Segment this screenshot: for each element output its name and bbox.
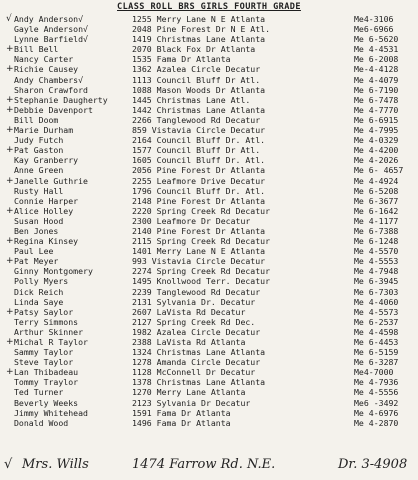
roster-row <box>0 307 418 317</box>
student-name: Regina Kinsey <box>14 236 79 247</box>
student-phone: Me 6-2008 <box>354 54 399 65</box>
roster-row <box>0 44 418 54</box>
student-address: 1278 Amanda Circle Decatur <box>132 357 261 368</box>
student-address: 859 Vistavia Circle Decatur <box>132 125 266 136</box>
student-name: Kay Granberry <box>14 155 79 166</box>
student-address: 1982 Azalea Circle Decatur <box>132 326 261 337</box>
student-name: Debbie Davenport <box>14 104 93 115</box>
student-phone: Me 6-3677 <box>354 195 399 206</box>
roster-row <box>0 357 418 367</box>
student-address: 2140 Pine Forest Dr Atlanta <box>132 225 266 236</box>
student-name: Polly Myers <box>14 276 69 287</box>
student-address: 2266 Tanglewood Rd Decatur <box>132 114 261 125</box>
roster-row <box>0 34 418 44</box>
student-phone: Me 4-7770 <box>354 104 399 115</box>
student-address: 1088 Mason Woods Dr Atlanta <box>132 84 266 95</box>
row-mark: + <box>6 145 14 156</box>
student-phone: Me 4-4200 <box>354 145 399 156</box>
student-name: Lan Thibadeau <box>14 367 79 378</box>
roster-row <box>0 95 418 105</box>
student-address: 1535 Fama Dr Atlanta <box>132 54 231 65</box>
roster-row <box>0 196 418 206</box>
student-address: 2131 Sylvania Dr. Decatur <box>132 296 256 307</box>
student-name: Pat Meyer <box>14 256 59 267</box>
roster-row <box>0 337 418 347</box>
roster-row <box>0 236 418 246</box>
student-name: Paul Lee <box>14 246 54 257</box>
student-phone: Me 4-5556 <box>354 387 399 398</box>
student-address: 2123 Sylvania Dr Decatur <box>132 397 251 408</box>
roster-row <box>0 155 418 165</box>
student-phone: Me 6-2537 <box>354 316 399 327</box>
student-name: Alice Holley <box>14 205 74 216</box>
row-mark: √ <box>6 14 12 24</box>
student-address: 1113 Council Bluff Dr Atl. <box>132 74 261 85</box>
student-phone: Me 6-7303 <box>354 286 399 297</box>
student-name: Anne Green <box>14 165 64 176</box>
roster-row <box>0 145 418 155</box>
roster-row <box>0 266 418 276</box>
student-phone: Me 6-3945 <box>354 276 399 287</box>
student-name: Beverly Weeks <box>14 397 79 408</box>
student-name: Pat Gaston <box>14 145 64 156</box>
roster-row <box>0 75 418 85</box>
roster-row <box>0 24 418 34</box>
student-phone: Me 6-1642 <box>354 205 399 216</box>
student-address: 2070 Black Fox Dr Atlanta <box>132 44 256 55</box>
student-name: Marie Durham <box>14 125 74 136</box>
student-phone: Me 6-7478 <box>354 94 399 105</box>
student-name: Dick Reich <box>14 286 64 297</box>
student-name: Linda Saye <box>14 296 64 307</box>
roster-row <box>0 54 418 64</box>
student-phone: Me 4-7948 <box>354 266 399 277</box>
student-name: Connie Harper <box>14 195 79 206</box>
student-phone: Me 4-5573 <box>354 306 399 317</box>
student-name: Judy Futch <box>14 135 64 146</box>
student-address: 1591 Fama Dr Atlanta <box>132 407 231 418</box>
student-address: 1495 Knollwood Terr. Decatur <box>132 276 271 287</box>
teacher-footer <box>0 455 418 480</box>
student-address: 1362 Azalea Circle Decatur <box>132 64 261 75</box>
student-name: Michal R Taylor <box>14 337 88 347</box>
student-name: Andy Anderson√ <box>14 14 84 24</box>
student-address: 1255 Merry Lane N E Atlanta <box>132 14 266 24</box>
student-address: 2239 Tanglewood Rd Decatur <box>132 286 261 297</box>
roster-row <box>0 115 418 125</box>
roster-list <box>0 14 418 428</box>
student-address: 2164 Council Bluff Dr. Atl. <box>132 135 266 146</box>
row-mark: + <box>6 104 14 115</box>
teacher-name: Mrs. Wills <box>22 457 89 472</box>
student-phone: Me 4-4079 <box>354 74 399 85</box>
student-name: Tommy Traylor <box>14 377 79 388</box>
student-phone: Me6-6966 <box>354 24 394 35</box>
student-address: 1496 Fama Dr Atlanta <box>132 417 231 428</box>
roster-row <box>0 377 418 387</box>
roster-row <box>0 64 418 74</box>
row-mark: + <box>6 64 14 75</box>
roster-row <box>0 317 418 327</box>
student-name: Jimmy Whitehead <box>14 407 88 418</box>
roster-row <box>0 347 418 357</box>
student-name: Janelle Guthrie <box>14 175 88 186</box>
student-name: Ben Jones <box>14 225 59 236</box>
student-phone: Me 6-7388 <box>354 225 399 236</box>
student-name: Ted Turner <box>14 387 64 398</box>
student-address: 1796 Council Bluff Dr. Atl. <box>132 185 266 196</box>
student-address: 2388 LaVista Rd Atlanta <box>132 337 246 347</box>
student-phone: Me6 -3492 <box>354 397 399 408</box>
student-phone: Me 6-5159 <box>354 347 399 358</box>
teacher-address: 1474 Farrow Rd. N.E. <box>132 457 276 472</box>
student-phone: Me 4-4531 <box>354 44 399 55</box>
student-phone: Me 4-4060 <box>354 296 399 307</box>
student-address: 1378 Christmas Lane Atlanta <box>132 377 266 388</box>
row-mark: + <box>6 337 14 347</box>
roster-row <box>0 135 418 145</box>
student-phone: Me 4-7995 <box>354 125 399 136</box>
student-phone: Me 6-7190 <box>354 84 399 95</box>
row-mark: + <box>6 94 14 105</box>
student-phone: Me 4-7936 <box>354 377 399 388</box>
student-name: Bill Doom <box>14 114 59 125</box>
document-title: CLASS ROLL BRS GIRLS FOURTH GRADE <box>117 2 301 12</box>
student-address: 2300 Leafmore Dr Decatur <box>132 215 251 226</box>
student-name: Gayle Anderson√ <box>14 24 88 35</box>
student-address: 2220 Spring Creek Rd Decatur <box>132 205 271 216</box>
student-address: 2148 Pine Forest Dr Atlanta <box>132 195 266 206</box>
student-phone: Me 4-4924 <box>354 175 399 186</box>
row-mark: + <box>6 367 14 378</box>
roster-row <box>0 105 418 115</box>
roster-row <box>0 327 418 337</box>
student-name: Bill Bell <box>14 44 59 55</box>
student-phone: Me 6-3287 <box>354 357 399 368</box>
student-name: Terry Simmons <box>14 316 79 327</box>
student-name: Lynne Barfield√ <box>14 34 88 45</box>
student-name: Rusty Hall <box>14 185 64 196</box>
student-address: 2127 Spring Creek Rd Dec. <box>132 316 256 327</box>
student-name: Sharon Crawford <box>14 84 88 95</box>
roster-row <box>0 408 418 418</box>
roster-row <box>0 287 418 297</box>
student-name: Stephanie Daugherty <box>14 94 108 105</box>
student-name: Donald Wood <box>14 417 69 428</box>
student-name: Arthur Skinner <box>14 326 84 337</box>
row-mark: + <box>6 236 14 247</box>
student-phone: Me 6-1248 <box>354 236 399 247</box>
row-mark: + <box>6 306 14 317</box>
student-phone: Me 4-2870 <box>354 417 399 428</box>
roster-row <box>0 165 418 175</box>
student-address: 1401 Merry Lane N E Atlanta <box>132 246 266 257</box>
student-name: Nancy Carter <box>14 54 74 65</box>
student-phone: Me 4-0329 <box>354 135 399 146</box>
student-phone: Me 6-5620 <box>354 34 399 45</box>
student-address: 993 Vistavia Circle Decatur <box>132 256 266 267</box>
student-name: Ginny Montgomery <box>14 266 93 277</box>
student-phone: Me 6-4453 <box>354 337 399 347</box>
student-name: Steve Taylor <box>14 357 74 368</box>
student-phone: Me 6-5208 <box>354 185 399 196</box>
student-phone: Me 4-1177 <box>354 215 399 226</box>
row-mark: + <box>6 125 14 136</box>
roster-row <box>0 125 418 135</box>
roster-row <box>0 297 418 307</box>
student-address: 1577 Council Bluff Dr Atl. <box>132 145 261 156</box>
student-name: Sammy Taylor <box>14 347 74 358</box>
student-phone: Me 4-5570 <box>354 246 399 257</box>
row-mark: + <box>6 256 14 267</box>
student-address: 2607 LaVista Rd Decatur <box>132 306 246 317</box>
teacher-phone: Dr. 3-4908 <box>338 457 408 472</box>
row-mark: + <box>6 44 14 55</box>
student-phone: Me 4-5553 <box>354 256 399 267</box>
student-address: 1324 Christmas Lane Atlanta <box>132 347 266 358</box>
student-address: 1419 Christmas Lane Atlanta <box>132 34 266 45</box>
student-name: Susan Hood <box>14 215 64 226</box>
student-phone: Me-4-4128 <box>354 64 399 75</box>
student-address: 1270 Merry Lane Atlanta <box>132 387 246 398</box>
roster-row <box>0 398 418 408</box>
roster-row <box>0 246 418 256</box>
row-mark: + <box>6 205 14 216</box>
roster-row <box>0 226 418 236</box>
footer-check-mark: √ <box>4 457 13 472</box>
roster-row <box>0 418 418 428</box>
roster-row <box>0 216 418 226</box>
roster-row <box>0 387 418 397</box>
student-phone: Me4-3106 <box>354 14 394 24</box>
roster-row <box>0 186 418 196</box>
student-address: 1605 Council Bluff Dr. Atl. <box>132 155 266 166</box>
roster-row <box>0 14 418 24</box>
student-address: 1445 Christmas Lane Atl. <box>132 94 251 105</box>
student-phone: Me 4-6976 <box>354 407 399 418</box>
student-address: 2255 Leafmore Drive Decatur <box>132 175 266 186</box>
student-name: Patsy Saylor <box>14 306 74 317</box>
roster-row <box>0 206 418 216</box>
roster-row <box>0 367 418 377</box>
roster-row <box>0 276 418 286</box>
student-phone: Me4-7000 <box>354 367 394 378</box>
student-address: 2274 Spring Creek Rd Decatur <box>132 266 271 277</box>
student-phone: Me 4-2026 <box>354 155 399 166</box>
roster-row <box>0 85 418 95</box>
student-phone: Me 6-6915 <box>354 114 399 125</box>
student-address: 1128 McConnell Dr Decatur <box>132 367 256 378</box>
student-name: Andy Chambers√ <box>14 74 84 85</box>
student-address: 2056 Pine Forest Dr Atlanta <box>132 165 266 176</box>
roster-row <box>0 256 418 266</box>
student-name: Richie Causey <box>14 64 79 75</box>
student-address: 2048 Pine Forest Dr N E Atl. <box>132 24 271 35</box>
roster-row <box>0 176 418 186</box>
student-phone: Me 6- 4657 <box>354 165 404 176</box>
student-address: 1442 Christmas Lane Atlanta <box>132 104 266 115</box>
student-phone: Me 4-4598 <box>354 326 399 337</box>
row-mark: + <box>6 175 14 186</box>
student-address: 2115 Spring Creek Rd Decatur <box>132 236 271 247</box>
